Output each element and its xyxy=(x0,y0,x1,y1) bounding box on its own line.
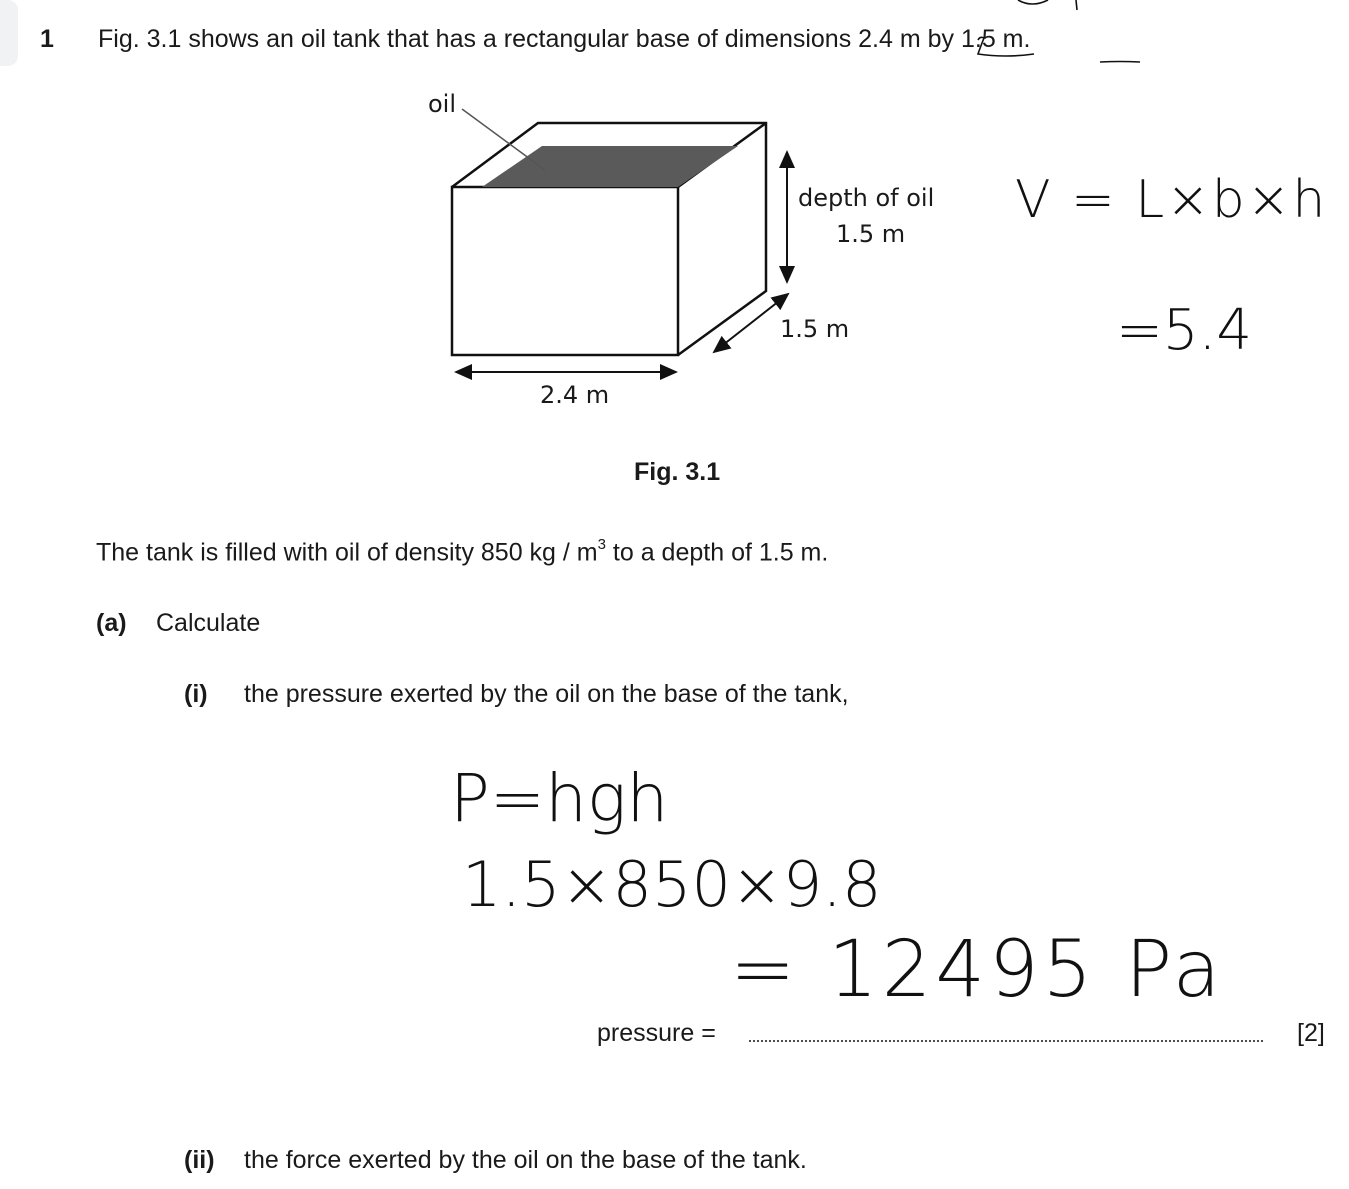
question-number: 1 xyxy=(40,25,54,53)
margin-tab xyxy=(0,0,18,66)
top-tick-mark xyxy=(1076,0,1077,10)
label-oil: oil xyxy=(428,90,457,118)
intro-dim-length: 2.4 m xyxy=(858,25,921,53)
part-ii-text: the force exerted by the oil on the base of the tank. xyxy=(244,1146,807,1174)
intro-end: . xyxy=(1023,25,1031,53)
part-a-label: (a) xyxy=(96,609,127,637)
figure-caption: Fig. 3.1 xyxy=(634,458,721,486)
top-scribble-mark xyxy=(1018,0,1048,4)
label-depth-line2: 1.5 m xyxy=(836,220,906,248)
handwritten-pressure-formula: P=hgh xyxy=(450,760,669,837)
underline-length-mark xyxy=(978,37,1034,56)
pressure-answer-line[interactable] xyxy=(748,1040,1264,1042)
question-intro xyxy=(98,25,1030,54)
tank-front-face xyxy=(452,187,678,355)
oil-tank-diagram xyxy=(400,80,960,420)
statement-superscript: 3 xyxy=(597,536,606,553)
label-base-length: 2.4 m xyxy=(540,381,610,409)
intro-mid: by xyxy=(920,25,961,53)
label-side-width: 1.5 m xyxy=(780,315,850,343)
part-ii-label: (ii) xyxy=(184,1146,215,1174)
underline-width-mark xyxy=(1100,62,1140,63)
statement-before: The tank is filled with oil of density 850 kg / m xyxy=(96,538,598,567)
handwritten-volume-formula: V = L×b×h xyxy=(1015,170,1328,230)
oil-leader-line xyxy=(462,109,545,170)
intro-before: Fig. 3.1 shows an oil tank that has a rectangular base of dimensions xyxy=(98,25,859,53)
label-depth-line1: depth of oil xyxy=(798,184,935,212)
part-i-label: (i) xyxy=(184,680,208,708)
handwritten-volume-result: =5.4 xyxy=(1116,298,1252,363)
intro-dim-width: 1.5 m xyxy=(960,25,1024,53)
part-a-text: Calculate xyxy=(156,609,261,637)
density-statement xyxy=(96,538,828,567)
handwritten-pressure-working: 1.5×850×9.8 xyxy=(462,848,882,921)
handwritten-pressure-answer: = 12495 Pa xyxy=(730,925,1225,1015)
statement-after: to a depth of 1.5 m. xyxy=(605,538,829,567)
part-i-text: the pressure exerted by the oil on the base of the tank, xyxy=(244,680,849,708)
header-handwriting-marks xyxy=(960,0,1160,70)
pressure-answer-label: pressure = xyxy=(597,1019,716,1047)
part-i-marks: [2] xyxy=(1297,1019,1325,1047)
